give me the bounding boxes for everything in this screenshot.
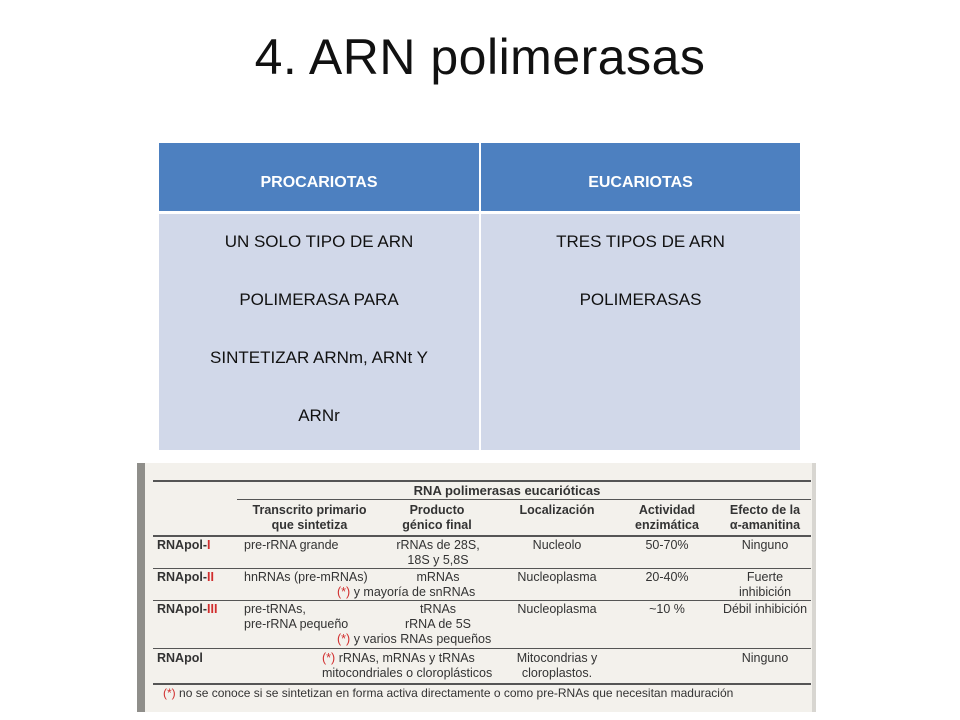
row-effect: inhibición xyxy=(738,585,792,599)
cell-eucariotas xyxy=(481,229,800,345)
row-suffix: I xyxy=(207,538,211,552)
slide-title: 4. ARN polimerasas xyxy=(254,29,706,85)
row-transcript: hnRNAs (pre-mRNAs) xyxy=(244,570,368,584)
asterisk-note: (*) xyxy=(337,585,351,599)
header-effect-1: Efecto de la xyxy=(729,503,801,517)
row-rnapol-iii-name xyxy=(157,602,217,616)
comparison-table xyxy=(159,143,800,450)
rule xyxy=(153,535,811,537)
row-product: rRNA de 5S xyxy=(404,617,471,631)
cell-line: UN SOLO TIPO DE ARN xyxy=(224,232,414,251)
asterisk-note: (*) xyxy=(163,686,176,700)
header-eucariotas: EUCARIOTAS xyxy=(588,174,693,191)
rule xyxy=(153,600,811,601)
header-procariotas: PROCARIOTAS xyxy=(260,174,378,191)
header-activity-2: enzimática xyxy=(635,518,699,532)
row-effect: Ninguno xyxy=(741,538,789,552)
row-location: Nucleolo xyxy=(532,538,582,552)
cell-procariotas xyxy=(159,229,479,461)
header-product-2: génico final xyxy=(402,518,472,532)
asterisk-note: (*) xyxy=(337,632,351,646)
row-product-note xyxy=(337,585,475,599)
header-activity-1: Actividad xyxy=(638,503,696,517)
row-name: RNApol- xyxy=(157,570,207,584)
note-text: y varios RNAs pequeños xyxy=(353,632,492,646)
row-effect: Ninguno xyxy=(741,651,789,665)
row-product: mRNAs xyxy=(416,570,460,584)
row-product: rRNAs de 28S, xyxy=(396,538,480,552)
row-suffix: III xyxy=(207,602,218,616)
cell-line: TRES TIPOS DE ARN xyxy=(556,232,725,251)
row-location: Mitocondrias y xyxy=(516,651,598,665)
scan-left-edge xyxy=(137,463,145,712)
cell-line: POLIMERASAS xyxy=(579,290,702,309)
rule xyxy=(237,499,811,500)
header-location: Localización xyxy=(519,503,595,517)
rule xyxy=(153,480,811,482)
footnote-text: no se conoce si se sintetizan en forma activa directamente o como pre-RNAs que necesitan maduración xyxy=(179,686,734,700)
row-transcript: pre-rRNA grande xyxy=(244,538,339,552)
row-rnapol-i-name xyxy=(157,538,210,552)
row-product-note xyxy=(322,651,475,665)
row-product-note xyxy=(337,632,491,646)
row-product: 18S y 5,8S xyxy=(407,553,469,567)
rule xyxy=(153,568,811,569)
row-product: tRNAs xyxy=(419,602,457,616)
row-transcript: pre-tRNAs, xyxy=(244,602,306,616)
row-activity: 50-70% xyxy=(645,538,689,552)
row-name: RNApol- xyxy=(157,538,207,552)
rule xyxy=(153,648,811,649)
row-rnapol-ii-name xyxy=(157,570,214,584)
row-activity: 20-40% xyxy=(645,570,689,584)
row-transcript: pre-rRNA pequeño xyxy=(244,617,349,631)
footnote xyxy=(163,686,733,700)
rule xyxy=(153,683,811,685)
header-product-1: Producto xyxy=(409,503,465,517)
row-location: Nucleoplasma xyxy=(517,570,597,584)
header-transcript-1: Transcrito primario xyxy=(252,503,367,517)
cell-line: POLIMERASA PARA xyxy=(239,290,399,309)
row-location: cloroplastos. xyxy=(521,666,593,680)
scan-table-title: RNA polimerasas eucarióticas xyxy=(413,483,601,498)
row-location: Nucleoplasma xyxy=(517,602,597,616)
row-activity: ~10 % xyxy=(649,602,685,616)
row-effect: Fuerte xyxy=(746,570,784,584)
row-effect: Débil inhibición xyxy=(722,602,808,616)
cell-line: ARNr xyxy=(298,406,340,425)
asterisk-note: (*) xyxy=(322,651,336,665)
row-name: RNApol xyxy=(157,651,203,665)
note-text: rRNAs, mRNAs y tRNAs xyxy=(338,651,475,665)
row-name: RNApol- xyxy=(157,602,207,616)
scanned-table-image xyxy=(137,463,816,712)
header-transcript-2: que sintetiza xyxy=(271,518,348,532)
cell-line: SINTETIZAR ARNm, ARNt Y xyxy=(210,348,428,367)
row-product: mitocondriales o cloroplásticos xyxy=(322,666,493,680)
note-text: y mayoría de snRNAs xyxy=(353,585,476,599)
row-rnapol-name xyxy=(157,651,203,665)
header-effect-2: α-amanitina xyxy=(729,518,801,532)
row-suffix: II xyxy=(207,570,214,584)
